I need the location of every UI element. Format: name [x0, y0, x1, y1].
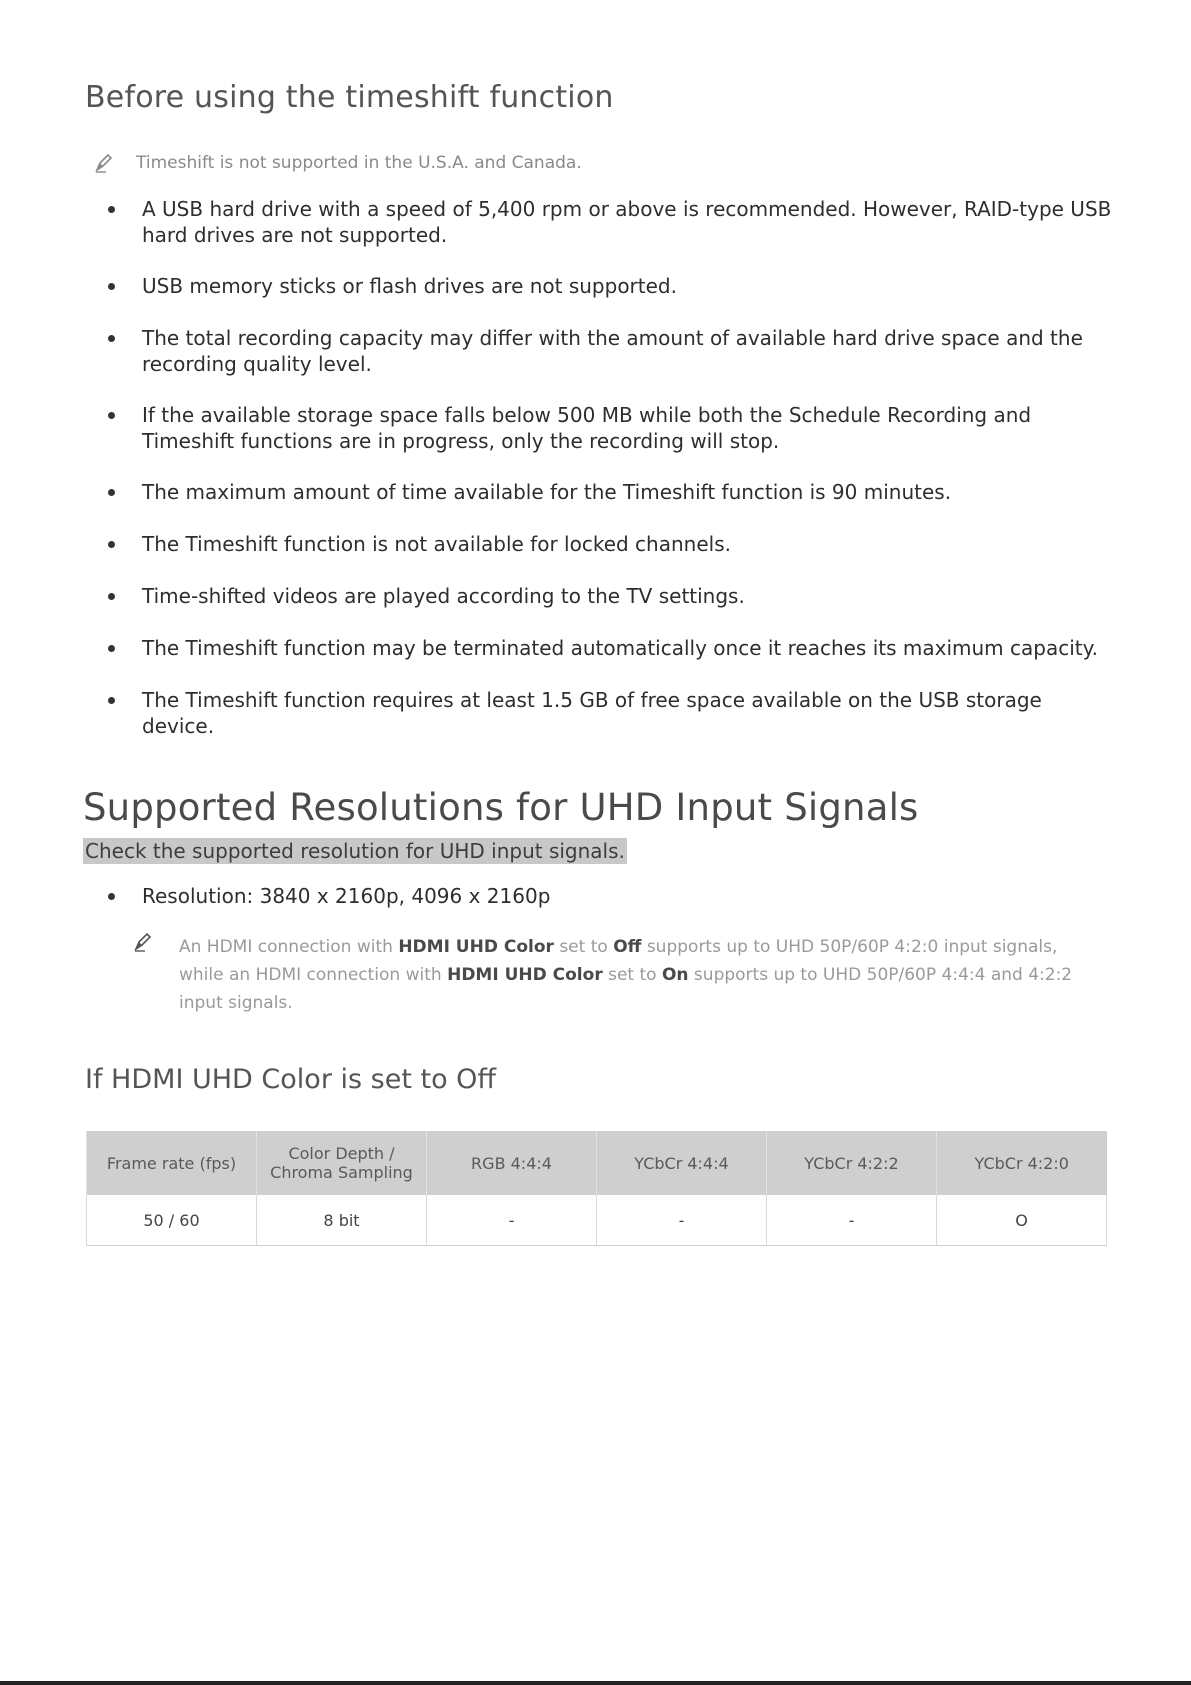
pencil-icon [92, 151, 116, 175]
table-cell: 50 / 60 [87, 1195, 257, 1246]
list-item-text: The Timeshift function requires at least 1.5 GB of free space available on the USB storage device. [142, 688, 1042, 738]
bullet-dot [108, 645, 115, 652]
list-item [105, 402, 1115, 454]
note-text: set to [553, 937, 614, 957]
list-item-text: The Timeshift function may be terminated automatically once it reaches its maximum capacity. [142, 636, 1098, 660]
bullet-dot [108, 893, 115, 900]
hdmi-uhd-color-note [179, 933, 1079, 1017]
list-item-text: USB memory sticks or flash drives are not supported. [142, 274, 677, 298]
resolution-bullet [105, 883, 550, 909]
bullet-dot [108, 206, 115, 213]
resolution-support-table [86, 1131, 1107, 1246]
note-text: set to [602, 965, 662, 985]
timeshift-bullet-list [105, 196, 1115, 765]
list-item-text: If the available storage space falls below 500 MB while both the Schedule Recording and Timeshift functions are in progress, only the recording will stop. [142, 403, 1032, 453]
bullet-dot [108, 489, 115, 496]
list-item [105, 583, 1115, 609]
list-item [105, 479, 1115, 505]
list-item [105, 635, 1115, 661]
bullet-dot [108, 412, 115, 419]
list-item [105, 531, 1115, 557]
list-item [105, 325, 1115, 377]
resolution-text: Resolution: 3840 x 2160p, 4096 x 2160p [142, 884, 551, 908]
list-item-text: The Timeshift function is not available for locked channels. [142, 532, 731, 556]
table-header-cell: YCbCr 4:2:2 [767, 1131, 937, 1195]
list-item-text: A USB hard drive with a speed of 5,400 rpm or above is recommended. However, RAID-type USB hard drives are not supported. [142, 197, 1112, 247]
table-header-cell [257, 1131, 427, 1195]
setting-name: HDMI UHD Color [447, 965, 603, 985]
list-item-text: Time-shifted videos are played according to the TV settings. [142, 584, 745, 608]
table-header-row [87, 1131, 1107, 1195]
setting-value: Off [613, 937, 642, 957]
section-heading-uhd-color-off: If HDMI UHD Color is set to Off [85, 1064, 497, 1095]
list-item [105, 196, 1115, 248]
table-cell: - [597, 1195, 767, 1246]
bullet-dot [108, 335, 115, 342]
note-timeshift [92, 150, 582, 176]
table-header-cell: RGB 4:4:4 [427, 1131, 597, 1195]
table-header-cell: YCbCr 4:2:0 [937, 1131, 1107, 1195]
note-text: supports up to UHD 50P/60P 4:4:4 and 4:2:2 input signals. [179, 965, 1073, 1013]
bullet-dot [108, 697, 115, 704]
bullet-dot [108, 541, 115, 548]
list-item-text: The maximum amount of time available for the Timeshift function is 90 minutes. [142, 480, 952, 504]
note-text: An HDMI connection with [179, 937, 399, 957]
table-cell: - [767, 1195, 937, 1246]
note-text: Timeshift is not supported in the U.S.A. and Canada. [136, 153, 582, 173]
list-item [105, 687, 1115, 739]
table-header-cell: Frame rate (fps) [87, 1131, 257, 1195]
table-row [87, 1195, 1107, 1246]
section-heading-uhd-resolutions: Supported Resolutions for UHD Input Signals [83, 786, 919, 829]
table-cell: - [427, 1195, 597, 1246]
pencil-icon [131, 930, 155, 954]
list-item-text: The total recording capacity may differ with the amount of available hard drive space and the recording quality level. [142, 326, 1083, 376]
setting-name: HDMI UHD Color [398, 937, 554, 957]
table-cell: O [937, 1195, 1107, 1246]
note-text: supports up to UHD 50P/60P 4:2:0 input signals, while an HDMI connection with [179, 937, 1058, 985]
table-cell: 8 bit [257, 1195, 427, 1246]
page-bottom-rule [0, 1681, 1191, 1685]
list-item [105, 273, 1115, 299]
table-header-cell: YCbCr 4:4:4 [597, 1131, 767, 1195]
section-subtitle: Check the supported resolution for UHD input signals. [85, 839, 625, 863]
header-line: Color Depth / [288, 1144, 395, 1163]
bullet-dot [108, 283, 115, 290]
header-line: Chroma Sampling [270, 1163, 413, 1182]
section-heading-timeshift: Before using the timeshift function [85, 80, 614, 115]
setting-value: On [661, 965, 689, 985]
bullet-dot [108, 593, 115, 600]
